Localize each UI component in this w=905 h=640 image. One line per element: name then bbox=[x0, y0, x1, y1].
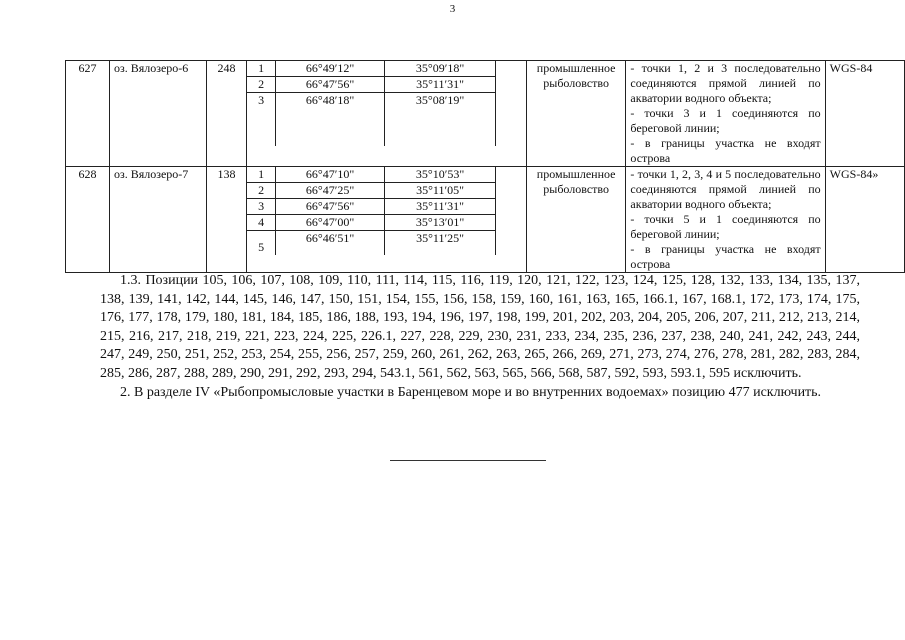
row-number: 628 bbox=[66, 167, 110, 273]
table-row bbox=[66, 61, 905, 167]
description-line: - точки 3 и 1 соединяются по береговой линии; bbox=[630, 106, 821, 135]
coordinate-point bbox=[247, 231, 526, 255]
point-number: 3 bbox=[247, 199, 276, 215]
longitude: 35°11′31" bbox=[385, 199, 496, 215]
area-value: 138 bbox=[206, 167, 246, 273]
description-line: - точки 1, 2, 3, 4 и 5 последовательно соединяются прямой линией по акватории водного объекта; bbox=[630, 167, 821, 211]
longitude: 35°11′31" bbox=[385, 77, 496, 93]
point-number: 2 bbox=[247, 77, 276, 93]
latitude: 66°49′12" bbox=[276, 61, 385, 77]
coordinates-cell bbox=[247, 61, 527, 167]
coordinate-system: WGS-84 bbox=[825, 61, 904, 167]
usage-type: промышленное рыболовство bbox=[526, 61, 626, 167]
paragraph-exclude-section-iv: 2. В разделе IV «Рыбопромысловые участки в Баренцевом море и во внутренних водоемах» позицию 477 исключить. bbox=[120, 384, 822, 400]
coordinate-system: WGS-84» bbox=[825, 167, 904, 273]
table-row bbox=[66, 167, 905, 273]
latitude: 66°47′56" bbox=[276, 77, 385, 93]
latitude: 66°48′18" bbox=[276, 93, 385, 109]
closing-divider-line bbox=[390, 460, 546, 461]
coordinate-point bbox=[247, 77, 526, 93]
point-number: 5 bbox=[247, 231, 276, 255]
area-value: 248 bbox=[206, 61, 246, 167]
fishing-areas-table bbox=[65, 60, 905, 273]
latitude: 66°46′51" bbox=[276, 231, 385, 255]
longitude: 35°13′01" bbox=[385, 215, 496, 231]
point-number: 2 bbox=[247, 183, 276, 199]
amendment-text bbox=[100, 272, 860, 402]
coordinates-cell bbox=[247, 167, 527, 273]
point-number: 4 bbox=[247, 215, 276, 231]
latitude: 66°47′10" bbox=[276, 167, 385, 183]
longitude: 35°08′19" bbox=[385, 93, 496, 109]
row-number: 627 bbox=[66, 61, 110, 167]
description-line: - в границы участка не входят острова bbox=[630, 136, 821, 165]
boundary-description bbox=[626, 167, 825, 273]
description-line: - точки 1, 2 и 3 последовательно соединяются прямой линией по акватории водного объекта; bbox=[630, 61, 821, 105]
paragraph-exclude-positions: 1.3. Позиции 105, 106, 107, 108, 109, 110, 111, 114, 115, 116, 119, 120, 121, 122, 123, 124, 125, 128, 132, 133, 134, 135, 137, 138, 139, 141, 142, 144, 145, 146, 147, 150, 151, 154, 155, 156, 158, 159, 160, 161, 163, 165, 166.1, 167, 168.1, 172, 173, 174, 175, 176, 177, 178, 179, 180, 181, 184, 185, 186, 188, 193, 194, 196, 197, 198, 199, 201, 202, 203, 204, 205, 206, 207, 211, 212, 213, 214, 215, 216, 217, 218, 219, 221, 223, 224, 225, 226.1, 227, 228, 229, 230, 231, 233, 234, 235, 236, 237, 238, 240, 241, 242, 243, 244, 247, 249, 250, 251, 252, 253, 254, 255, 256, 257, 259, 260, 261, 262, 263, 265, 266, 269, 271, 273, 274, 276, 278, 281, 282, 283, 284, 285, 286, 287, 288, 289, 290, 291, 292, 293, 294, 543.1, 561, 562, 563, 565, 566, 568, 587, 592, 593, 593.1, 595 исключить. bbox=[100, 273, 860, 381]
point-number: 1 bbox=[247, 61, 276, 77]
usage-type: промышленное рыболовство bbox=[526, 167, 626, 273]
water-body-name: оз. Вялозеро-7 bbox=[109, 167, 206, 273]
latitude: 66°47′56" bbox=[276, 199, 385, 215]
coordinate-point bbox=[247, 183, 526, 199]
water-body-name: оз. Вялозеро-6 bbox=[109, 61, 206, 167]
description-line: - точки 5 и 1 соединяются по береговой линии; bbox=[630, 212, 821, 241]
boundary-description bbox=[626, 61, 825, 167]
longitude: 35°11′25" bbox=[385, 231, 496, 255]
coordinate-point bbox=[247, 215, 526, 231]
coordinate-point bbox=[247, 167, 526, 183]
latitude: 66°47′25" bbox=[276, 183, 385, 199]
point-number: 3 bbox=[247, 93, 276, 109]
longitude: 35°09′18" bbox=[385, 61, 496, 77]
longitude: 35°11′05" bbox=[385, 183, 496, 199]
description-line: - в границы участка не входят острова bbox=[630, 242, 821, 271]
coordinate-point bbox=[247, 199, 526, 215]
point-number: 1 bbox=[247, 167, 276, 183]
longitude: 35°10′53" bbox=[385, 167, 496, 183]
coordinate-point bbox=[247, 61, 526, 77]
page-number: 3 bbox=[449, 3, 456, 15]
latitude: 66°47′00" bbox=[276, 215, 385, 231]
coordinate-point bbox=[247, 93, 526, 109]
